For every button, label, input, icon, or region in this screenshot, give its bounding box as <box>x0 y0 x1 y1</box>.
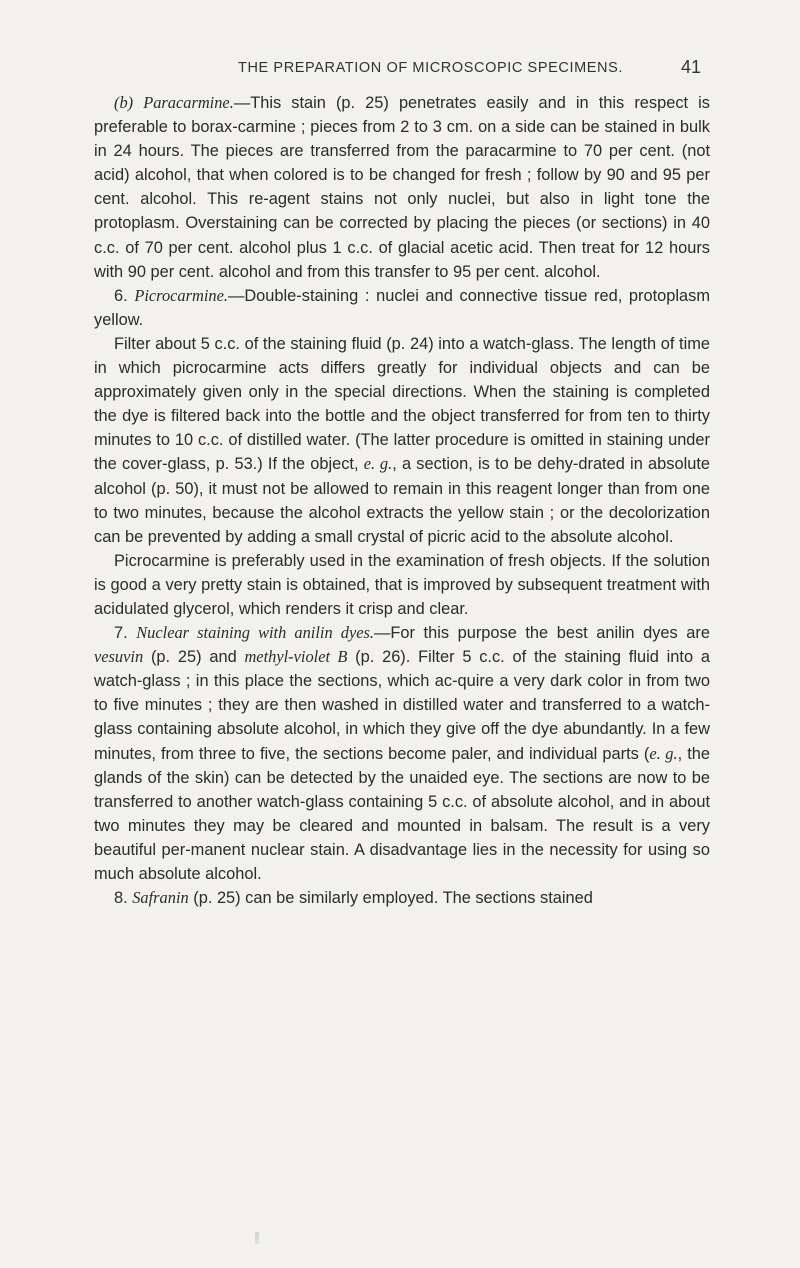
item-label: (b) <box>114 93 134 112</box>
item-title: Picrocarmine. <box>134 285 228 305</box>
paragraph-text: Picrocarmine is preferably used in the examination of fresh objects. If the solution is good a very pretty stain is obtained, that is improved by subsequent treatment with acidulated glycerol, which renders it crisp and clear. <box>94 551 710 618</box>
body-text <box>94 91 710 910</box>
paragraph-text: (p. 25) can be similarly employed. The sections stained <box>188 889 593 908</box>
paragraph-text-continued: , a section, is to be dehy-drated in absolute alcohol (p. 50), it must not be allowed to remain in this reagent longer than from one to two minutes, because the alcohol extracts the yellow stain ; or the decolorization can be prevented by adding a small crystal of picric acid to the absolute alcohol. <box>94 455 711 546</box>
dye-name-methyl-violet: methyl-violet B <box>244 647 348 667</box>
page-number: 41 <box>681 57 702 77</box>
paragraph-text: (p. 26). Filter 5 c.c. of the staining fluid into a watch-glass ; in this place the sections, which ac-quire a very dark color in from two to five minutes ; they are then washed in distilled water and transferred to a watch-glass containing absolute alcohol, in which they give off the dye abundantly. In a few minutes, from three to five, the sections become paler, and individual parts ( <box>94 648 710 763</box>
paragraph-anilin-dyes <box>94 621 710 886</box>
item-title: Paracarmine. <box>143 93 234 112</box>
paragraph-text: —This stain (p. 25) penetrates easily and in this respect is preferable to borax-carmine ; pieces from 2 to 3 cm. on a side can be stained in bulk in 24 hours. The pieces are transferred from the paracarmine to 70 per cent. (not acid) alcohol, that when colored is to be changed for fresh ; follow by 90 and 95 per cent. alcohol. This re-agent stains not only nuclei, but also in light tone the protoplasm. Overstaining can be corrected by placing the pieces (or sections) in 40 c.c. of 70 per cent. alcohol plus 1 c.c. of glacial acetic acid. Then treat for 12 hours with 90 per cent. alcohol and from this transfer to 95 per cent. alcohol. <box>94 94 711 281</box>
abbreviation-eg: e. g. <box>649 743 678 763</box>
paragraph-text: Filter about 5 c.c. of the staining fluid (p. 24) into a watch-glass. The length of time in which picrocarmine acts differs greatly for individual objects and can be approximately given only in the special directions. When the staining is completed the dye is filtered back into the bottle and the object transferred for from ten to thirty minutes to 10 c.c. of distilled water. (The latter procedure is omitted in staining under the cover-glass, p. 53.) If the object, <box>94 334 710 474</box>
paragraph-picrocarmine <box>94 284 710 332</box>
paper-speck <box>255 1232 259 1244</box>
running-header: THE PREPARATION OF MICROSCOPIC SPECIMENS. <box>238 60 623 76</box>
dye-name-vesuvin: vesuvin <box>94 647 144 667</box>
item-label: 7. <box>114 624 128 643</box>
item-label: 6. <box>114 286 128 305</box>
abbreviation-eg: e. g. <box>363 454 393 474</box>
item-title: Safranin <box>132 888 189 908</box>
item-title: Nuclear staining with anilin dyes. <box>136 623 374 643</box>
paragraph-text: —For this purpose the best anilin dyes are <box>373 624 710 643</box>
paragraph-safranin <box>94 886 710 910</box>
paragraph-text: , the glands of the skin) can be detected by the unaided eye. The sections are now to be transferred to another watch-glass containing 5 c.c. of absolute alcohol, and in about two minutes they may be cleared and mounted in balsam. The result is a very beautiful per-manent nuclear stain. A disadvantage lies in the necessity for using so much absolute alcohol. <box>94 744 710 883</box>
paragraph-picrocarmine-fresh <box>94 549 710 621</box>
paragraph-text: (p. 25) and <box>143 648 245 667</box>
item-label: 8. <box>114 889 128 908</box>
paragraph-text: —Double-staining : nuclei and connective tissue red, protoplasm yellow. <box>94 286 710 329</box>
paragraph-paracarmine <box>94 91 710 284</box>
paragraph-picrocarmine-method <box>94 332 710 549</box>
